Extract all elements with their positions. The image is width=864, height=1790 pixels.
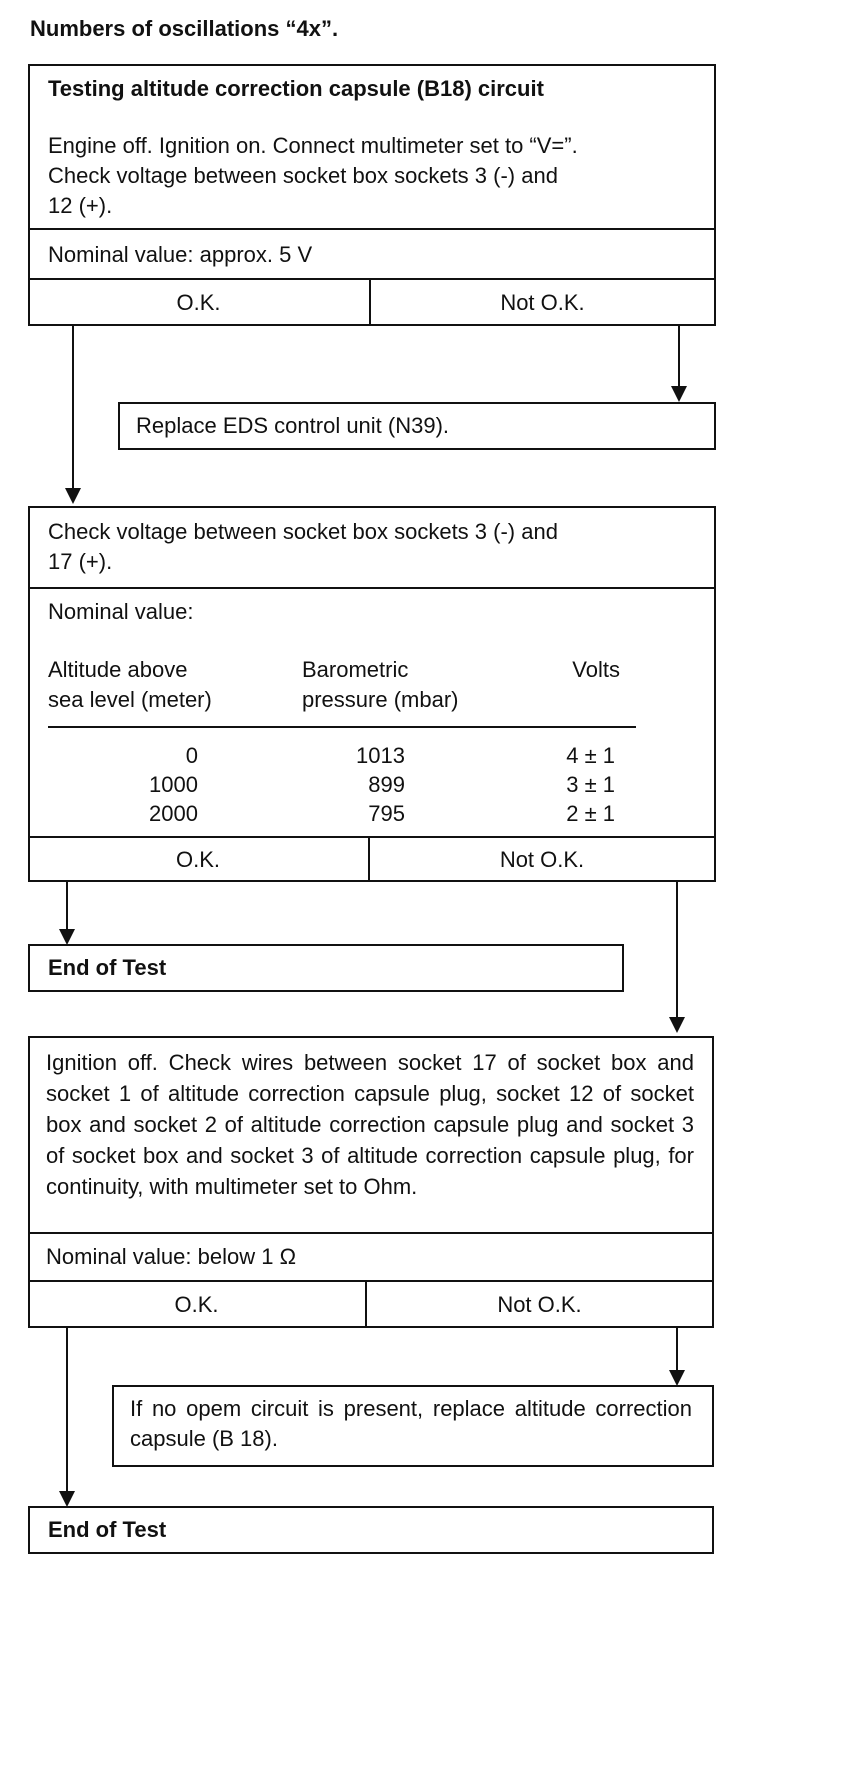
step2-not-ok-label: Not O.K. xyxy=(499,847,585,872)
arrow-down-icon xyxy=(669,1017,685,1033)
table-cell-pressure: 899 xyxy=(368,772,405,797)
replace-eds-text: Replace EDS control unit (N39). xyxy=(136,413,450,438)
table-header-line: sea level (meter) xyxy=(48,687,212,712)
step1-ok-label: O.K. xyxy=(176,290,221,315)
flow-line xyxy=(676,1327,678,1371)
arrow-down-icon xyxy=(65,488,81,504)
end-of-test-label: End of Test xyxy=(48,1517,167,1542)
step2-instruction-line: 17 (+). xyxy=(48,549,113,574)
arrow-down-icon xyxy=(669,1370,685,1386)
table-cell-volts: 4 ± 1 xyxy=(566,743,615,768)
table-cell-pressure: 795 xyxy=(368,801,405,826)
arrow-down-icon xyxy=(59,1491,75,1507)
replace-capsule-text: If no opem circuit is present, replace altitude correction capsule (B 18). xyxy=(130,1396,692,1451)
step1-instruction-line: Engine off. Ignition on. Connect multimeter set to “V=”. xyxy=(48,133,578,158)
table-rule xyxy=(48,726,636,728)
step3-ok-label: O.K. xyxy=(174,1292,219,1317)
end-of-test-label: End of Test xyxy=(48,955,167,980)
divider xyxy=(28,278,716,280)
table-header-pressure xyxy=(302,655,542,715)
flow-line xyxy=(678,325,680,387)
table-cell-altitude: 0 xyxy=(185,743,198,768)
table-cell-pressure: 1013 xyxy=(356,743,405,768)
table-cell-volts: 3 ± 1 xyxy=(566,772,615,797)
table-cell-volts: 2 ± 1 xyxy=(566,801,615,826)
step3-not-ok-label: Not O.K. xyxy=(497,1292,582,1317)
table-header-volts: Volts xyxy=(572,657,620,682)
divider xyxy=(28,228,716,230)
step1-instruction-line: Check voltage between socket box sockets 3 (-) and xyxy=(48,163,558,188)
table-header-line: Altitude above xyxy=(48,657,188,682)
step1-instruction-line: 12 (+). xyxy=(48,193,113,218)
step3-instruction: Ignition off. Check wires between socket 17 of socket box and socket 1 of altitude correction capsule plug, socket 12 of socket box and socket 2 of altitude correction capsule plug and socket 3 of socket box and socket 3 of altitude correction capsule plug, for continuity, with multimeter set to Ohm. xyxy=(46,1050,694,1199)
table-header-line: pressure (mbar) xyxy=(302,687,459,712)
step3-nominal: Nominal value: below 1 Ω xyxy=(46,1244,297,1269)
step1-nominal: Nominal value: approx. 5 V xyxy=(48,242,313,267)
step2-instruction xyxy=(48,517,708,577)
divider xyxy=(28,836,716,838)
flow-line xyxy=(66,1327,68,1492)
step2-instruction-line: Check voltage between socket box sockets 3 (-) and xyxy=(48,519,558,544)
arrow-down-icon xyxy=(671,386,687,402)
divider xyxy=(28,587,716,589)
arrow-down-icon xyxy=(59,929,75,945)
flow-line xyxy=(72,325,74,488)
step2-ok-label: O.K. xyxy=(175,847,220,872)
step1-instruction xyxy=(48,131,708,221)
flow-line xyxy=(66,881,68,930)
table-cell-altitude: 2000 xyxy=(149,801,198,826)
divider xyxy=(28,1280,714,1282)
table-cell-altitude: 1000 xyxy=(149,772,198,797)
page-heading: Numbers of oscillations “4x”. xyxy=(30,16,339,41)
table-header-line: Barometric xyxy=(302,657,409,682)
step1-title: Testing altitude correction capsule (B18) circuit xyxy=(48,76,544,101)
divider xyxy=(28,1232,714,1234)
step1-not-ok-label: Not O.K. xyxy=(500,290,585,315)
flow-line xyxy=(676,881,678,1018)
table-header-altitude xyxy=(48,655,288,715)
step2-nominal-label: Nominal value: xyxy=(48,599,194,624)
